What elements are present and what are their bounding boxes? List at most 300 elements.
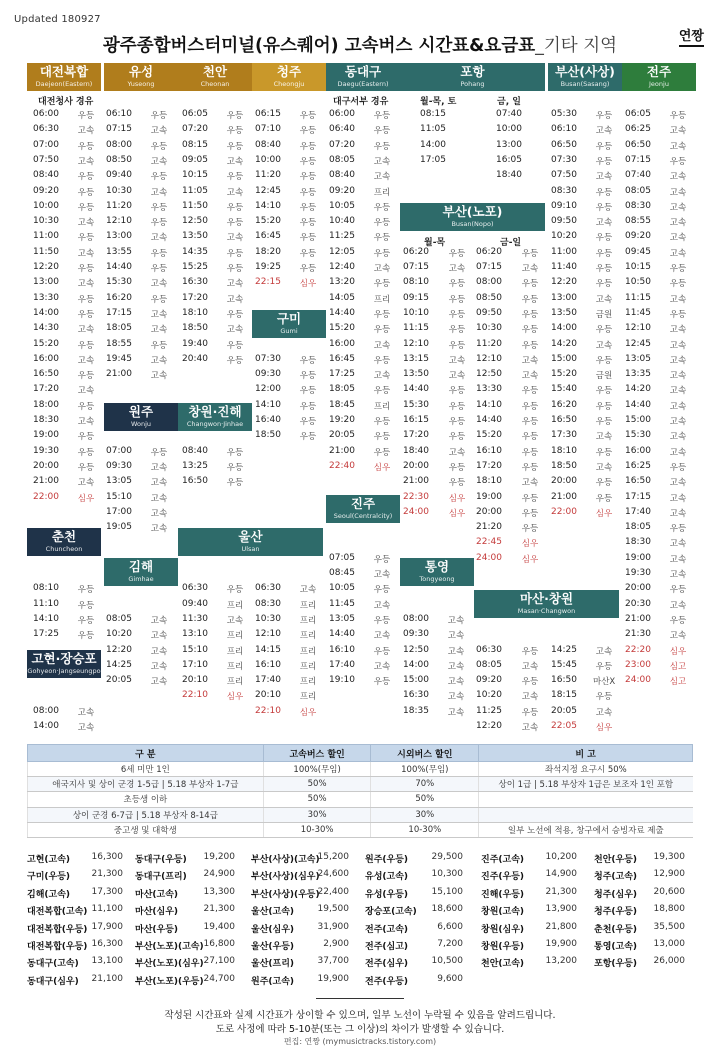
bus-grade: 우등 — [299, 401, 317, 412]
route-name-en-gimhae: Gimhae — [128, 575, 154, 583]
bus-grade: 프리 — [226, 631, 244, 642]
fare-price: 21,300 — [545, 886, 577, 897]
bus-grade: 금원 — [595, 371, 613, 382]
fare-price: 20,600 — [653, 886, 685, 897]
bus-grade: 우등 — [595, 493, 613, 504]
departure-time: 17:15 — [625, 491, 651, 502]
fare-item — [251, 956, 349, 973]
bus-grade: 우등 — [521, 386, 539, 397]
fare-price: 13,000 — [653, 939, 685, 949]
departure-time: 13:20 — [329, 277, 355, 288]
fare-route: 청주(우등) — [594, 907, 638, 918]
route-sublabel-dongdaegu: 대구서부 경유 — [333, 97, 389, 107]
departure-time: 09:10 — [551, 200, 577, 211]
bus-grade: 프리 — [226, 646, 244, 657]
departure-time: 18:10 — [182, 307, 208, 318]
bus-grade: 우등 — [595, 661, 613, 672]
bus-grade: 프리 — [299, 646, 317, 657]
bus-grade: 고속 — [226, 187, 244, 198]
departure-time: 11:25 — [476, 705, 502, 716]
departure-time: 14:25 — [106, 659, 132, 670]
departure-time: 18:15 — [551, 690, 577, 701]
discount-table-header — [28, 745, 693, 762]
fare-price: 37,700 — [317, 956, 349, 967]
fare-route: 부산(노포)(고속) — [135, 942, 204, 952]
departure-time: 17:00 — [106, 506, 132, 517]
departure-time: 08:00 — [476, 277, 502, 288]
fare-route: 원주(고속) — [251, 976, 295, 987]
departure-time: 12:00 — [255, 384, 281, 395]
departure-time: 14:15 — [255, 644, 281, 655]
bus-grade: 프리 — [299, 600, 317, 611]
bus-grade: 우등 — [373, 432, 391, 443]
bus-grade: 고속 — [669, 294, 687, 305]
bus-grade: 심고 — [669, 677, 687, 688]
bus-grade: 우등 — [521, 493, 539, 504]
departure-time: 15:40 — [551, 384, 577, 395]
bus-grade: 고속 — [595, 432, 613, 443]
departure-time: 21:00 — [625, 613, 651, 624]
departure-time: 22:45 — [476, 537, 502, 548]
departure-time: 10:50 — [625, 277, 651, 288]
bus-grade: 고속 — [77, 478, 95, 489]
bus-grade: 고속 — [669, 417, 687, 427]
fare-item — [365, 956, 463, 973]
bus-grade: 고속 — [669, 386, 687, 397]
bus-grade: 프리 — [299, 631, 317, 642]
fare-item — [481, 869, 577, 886]
departure-time: 06:25 — [625, 124, 651, 135]
departure-time: 12:40 — [329, 262, 355, 272]
departure-time: 13:50 — [403, 369, 429, 380]
bus-grade: 우등 — [150, 340, 168, 351]
departure-time: 17:20 — [182, 292, 208, 303]
bus-grade: 고속 — [521, 264, 539, 274]
fare-item — [594, 887, 685, 904]
fare-item — [365, 939, 463, 956]
departure-time: 16:20 — [106, 292, 132, 303]
departure-time: 21:00 — [106, 369, 132, 380]
fare-route: 천안(고속) — [481, 959, 525, 970]
departure-time: 19:25 — [255, 262, 281, 272]
bus-grade: 우등 — [595, 111, 613, 121]
fare-price: 19,200 — [203, 852, 235, 862]
bus-grade: 우등 — [299, 156, 317, 167]
bus-grade: 우등 — [373, 677, 391, 688]
bus-grade: 심우 — [595, 508, 613, 519]
discount-cell: 상이 1급 | 5.18 부상자 1급은 보조자 1인 포함 — [479, 777, 693, 792]
bus-grade: 우등 — [299, 202, 317, 213]
route-name-gumi: 구미 — [276, 311, 302, 326]
departure-time: 07:20 — [182, 124, 208, 135]
bus-grade: 고속 — [521, 692, 539, 703]
fare-route: 동대구(고속) — [27, 959, 79, 970]
bus-grade: 고속 — [669, 202, 687, 213]
departure-time: 16:50 — [182, 476, 208, 487]
bus-grade: 고속 — [521, 723, 539, 733]
departure-time: 07:00 — [106, 445, 132, 456]
departure-time: 14:00 — [420, 139, 446, 150]
departure-time: 16:10 — [329, 644, 355, 655]
departure-time: 15:00 — [403, 675, 429, 686]
bus-grade: 우등 — [77, 172, 95, 183]
departure-time: 09:05 — [182, 154, 208, 165]
departure-time: 12:05 — [329, 246, 355, 257]
departure-time: 24:00 — [625, 675, 651, 686]
route-header-masan-changwon — [474, 590, 619, 618]
departure-time: 20:10 — [182, 675, 208, 686]
discount-cell: 애국지사 및 상이 군경 1-5급 | 5.18 부상자 1-7급 — [28, 777, 264, 792]
discount-cell: 일부 노선에 적용, 창구에서 승빙자료 제출 — [479, 822, 693, 837]
departure-time: 18:40 — [403, 445, 429, 456]
fare-route: 동대구(프리) — [135, 872, 187, 883]
bus-grade: 고속 — [77, 355, 95, 366]
bus-grade: 우등 — [521, 677, 539, 688]
bus-grade: 고속 — [447, 692, 465, 703]
bus-grade: 우등 — [595, 478, 613, 489]
fare-route: 춘천(우등) — [594, 924, 638, 935]
departure-time: 08:40 — [329, 170, 355, 181]
departure-time: 19:30 — [625, 568, 651, 578]
departure-time: 11:45 — [625, 307, 651, 318]
departure-time: 18:50 — [551, 460, 577, 471]
bus-grade: 고속 — [669, 355, 687, 366]
departure-time: 08:45 — [329, 568, 355, 578]
departure-time: 08:15 — [420, 109, 446, 119]
note-line-1: 작성된 시간표와 실제 시간표가 상이할 수 있으며, 일부 노선이 누락될 수 있음을 알려드립니다. — [164, 1010, 556, 1021]
bus-grade: 고속 — [77, 279, 95, 290]
col-express-discount: 고속버스 할인 — [263, 745, 371, 762]
route-name-en-ulsan: Ulsan — [241, 545, 260, 553]
departure-time: 09:15 — [403, 292, 429, 303]
departure-time: 08:00 — [33, 705, 59, 716]
bus-grade: 우등 — [226, 340, 244, 351]
departure-time: 20:05 — [106, 675, 132, 686]
bus-grade: 고속 — [77, 723, 95, 733]
fare-route: 마산(우등) — [135, 924, 179, 935]
bus-grade: 우등 — [521, 325, 539, 336]
departure-time: 20:00 — [625, 583, 651, 594]
departure-time: 06:30 — [476, 644, 502, 655]
departure-time: 18:55 — [106, 338, 132, 349]
fare-route: 유성(고속) — [365, 872, 409, 883]
note-line-2: 도로 사정에 따라 5-10분(또는 그 이상)의 차이가 발생할 수 있습니다. — [215, 1024, 505, 1035]
route-name-cheonan: 천안 — [202, 64, 228, 79]
departure-time: 18:50 — [255, 430, 281, 441]
route-header-yuseong — [104, 63, 178, 91]
fare-price: 18,600 — [431, 904, 463, 915]
departure-time: 11:30 — [182, 613, 208, 624]
departure-time: 07:40 — [625, 170, 651, 181]
route-header-jinju — [326, 495, 400, 523]
bus-grade: 우등 — [77, 401, 95, 412]
bus-grade: 우등 — [77, 615, 95, 626]
bus-grade: 우등 — [150, 294, 168, 305]
departure-time: 12:45 — [255, 185, 281, 196]
bus-grade: 우등 — [77, 264, 95, 274]
departure-time: 11:50 — [33, 246, 59, 257]
bus-grade: 우등 — [373, 309, 391, 320]
departure-time: 19:00 — [625, 552, 651, 563]
departure-time: 16:45 — [329, 353, 355, 364]
route-name-en-gumi: Gumi — [280, 327, 298, 335]
departure-time: 07:00 — [33, 139, 59, 150]
departure-time: 06:40 — [329, 124, 355, 135]
bus-grade: 우등 — [226, 462, 244, 473]
bus-grade: 심우 — [77, 493, 95, 504]
bus-grade: 우등 — [521, 401, 539, 412]
bus-grade: 고속 — [447, 661, 465, 672]
departure-time: 09:20 — [476, 675, 502, 686]
route-sublabel-busan-nopo-a: 월-목 — [424, 238, 446, 248]
bus-grade: 우등 — [373, 585, 391, 596]
bus-grade: 우등 — [299, 172, 317, 183]
route-name-en-pohang: Pohang — [460, 80, 485, 88]
departure-time: 08:50 — [476, 292, 502, 303]
bus-grade: 우등 — [299, 141, 317, 152]
route-name-en-tongyeong: Tongyeong — [419, 575, 455, 583]
departure-time: 13:00 — [551, 292, 577, 303]
fare-route: 전주(고속) — [365, 924, 409, 935]
departure-time: 14:00 — [403, 659, 429, 670]
route-header-cheongju — [252, 63, 326, 91]
bus-grade: 우등 — [521, 340, 539, 351]
bus-grade: 고속 — [669, 447, 687, 458]
departure-time: 18:05 — [625, 522, 651, 533]
bus-grade: 우등 — [299, 264, 317, 274]
bus-grade: 고속 — [669, 325, 687, 336]
departure-time: 17:40 — [625, 506, 651, 517]
route-header-gumi — [252, 310, 326, 338]
bus-grade: 심우 — [669, 646, 687, 657]
route-header-ulsan — [178, 528, 323, 556]
departure-time: 17:40 — [255, 675, 281, 686]
departure-time: 11:05 — [420, 124, 446, 135]
departure-time: 18:30 — [625, 537, 651, 548]
bus-grade: 고속 — [595, 126, 613, 137]
bus-grade: 고속 — [150, 631, 168, 642]
route-header-wonju — [104, 403, 178, 431]
fare-route: 부산(사상)(심우) — [251, 872, 320, 883]
departure-time: 14:40 — [329, 629, 355, 640]
fare-price: 13,900 — [545, 904, 577, 915]
bus-grade: 고속 — [150, 462, 168, 473]
fare-item — [135, 904, 235, 921]
bus-grade: 고속 — [299, 585, 317, 596]
departure-time: 18:30 — [33, 415, 59, 425]
fare-price: 14,900 — [545, 869, 577, 880]
route-name-busan-sasang: 부산(사상) — [555, 64, 615, 79]
bus-grade: 우등 — [373, 141, 391, 152]
departure-time: 19:40 — [182, 338, 208, 349]
fare-item — [481, 887, 577, 904]
departure-time: 06:05 — [182, 109, 208, 119]
departure-time: 20:00 — [403, 460, 429, 471]
departure-time: 17:20 — [476, 460, 502, 471]
fare-price: 24,900 — [203, 869, 235, 880]
departure-time: 12:10 — [255, 629, 281, 640]
bus-grade: 우등 — [77, 340, 95, 351]
departure-time: 06:30 — [182, 583, 208, 594]
bus-grade: 고속 — [448, 447, 466, 458]
departure-time: 14:20 — [551, 338, 577, 349]
departure-time: 19:10 — [329, 675, 355, 686]
fare-price: 31,900 — [317, 921, 349, 932]
route-sublabel-pohang-b: 금, 일 — [497, 97, 521, 107]
departure-time: 09:30 — [106, 460, 132, 471]
bus-grade: 고속 — [373, 156, 391, 167]
bus-grade: 우등 — [226, 111, 244, 121]
departure-time: 10:00 — [33, 200, 59, 211]
departure-time: 08:05 — [329, 154, 355, 165]
bus-grade: 우등 — [595, 156, 613, 167]
route-header-busan-nopo — [400, 203, 545, 231]
bus-grade: 심우 — [448, 493, 466, 504]
departure-time: 13:10 — [182, 629, 208, 640]
fare-item — [481, 939, 577, 956]
departure-time: 14:30 — [33, 323, 59, 334]
fare-price: 13,100 — [91, 956, 123, 967]
route-name-daejeon: 대전복합 — [39, 64, 89, 79]
departure-time: 14:10 — [255, 200, 281, 211]
departure-time: 23:00 — [625, 659, 651, 670]
fare-item — [27, 904, 123, 921]
bus-grade: 우등 — [521, 309, 539, 320]
bus-grade: 고속 — [373, 661, 391, 672]
fare-price: 6,600 — [437, 921, 463, 932]
bus-grade: 고속 — [77, 248, 95, 259]
fare-item — [481, 904, 577, 921]
departure-time: 20:40 — [182, 353, 208, 364]
fare-price: 24,600 — [317, 869, 349, 880]
fare-route: 부산(사상)(고속) — [251, 855, 320, 865]
bus-grade: 우등 — [595, 202, 613, 213]
bus-grade: 우등 — [448, 248, 466, 259]
bus-grade: 우등 — [521, 417, 539, 427]
discount-cell: 30% — [371, 807, 479, 822]
bus-grade: 고속 — [669, 141, 687, 152]
departure-time: 13:35 — [625, 369, 651, 380]
departure-time: 16:50 — [551, 675, 577, 686]
departure-time: 08:40 — [33, 170, 59, 181]
departure-time: 06:15 — [255, 109, 281, 119]
updated-label: Updated 180927 — [14, 14, 101, 25]
fare-price: 17,300 — [91, 886, 123, 897]
discount-cell: 50% — [371, 792, 479, 807]
bus-grade: 고속 — [150, 524, 168, 535]
departure-time: 15:10 — [182, 644, 208, 655]
bus-grade: 고속 — [150, 187, 168, 198]
departure-time: 16:50 — [33, 369, 59, 380]
fare-route: 동대구(우등) — [135, 855, 187, 865]
bus-grade: 우등 — [77, 371, 95, 382]
bus-grade: 심우 — [448, 508, 466, 519]
fare-price: 13,200 — [545, 956, 577, 967]
bus-grade: 우등 — [226, 264, 244, 274]
discount-cell: 100%(무임) — [263, 762, 371, 777]
fare-route: 진주(우등) — [481, 872, 525, 883]
departure-time: 13:15 — [403, 353, 429, 364]
fare-item — [27, 869, 123, 886]
bus-grade: 우등 — [448, 325, 466, 336]
route-name-gohyeon: 고현·장승포 — [31, 651, 97, 666]
route-name-pohang: 포항 — [460, 64, 485, 79]
bus-grade: 고속 — [77, 218, 95, 229]
departure-time: 07:15 — [403, 262, 429, 272]
departure-time: 17:20 — [403, 430, 429, 441]
departure-time: 09:40 — [106, 170, 132, 181]
discount-table — [27, 744, 693, 838]
bus-grade: 우등 — [77, 432, 95, 443]
fare-route: 유성(우등) — [365, 889, 409, 900]
fare-item — [135, 956, 235, 973]
departure-time: 13:30 — [476, 384, 502, 395]
bus-grade: 프리 — [373, 187, 391, 198]
fare-route: 천안(우등) — [594, 855, 638, 865]
departure-time: 17:10 — [182, 659, 208, 670]
bus-grade: 우등 — [77, 309, 95, 320]
bus-grade: 우등 — [595, 692, 613, 703]
departure-time: 06:50 — [625, 139, 651, 150]
bus-grade: 고속 — [669, 371, 687, 382]
departure-time: 09:20 — [625, 231, 651, 242]
departure-time: 11:45 — [329, 598, 355, 609]
fare-price: 13,300 — [203, 886, 235, 897]
fare-price: 21,300 — [91, 869, 123, 880]
departure-time: 16:50 — [625, 476, 651, 487]
departure-time: 10:30 — [255, 613, 281, 624]
fare-item — [594, 922, 685, 939]
departure-time: 08:15 — [182, 139, 208, 150]
departure-time: 08:30 — [625, 200, 651, 211]
departure-time: 06:10 — [551, 124, 577, 135]
fare-route: 포항(우등) — [594, 959, 638, 970]
discount-row — [28, 777, 693, 792]
page-title-suffix: _기타 지역 — [535, 36, 618, 56]
bus-grade: 고속 — [595, 340, 613, 351]
departure-time: 06:20 — [403, 246, 429, 257]
bus-grade: 프리 — [226, 677, 244, 688]
discount-cell: 초등생 이하 — [28, 792, 264, 807]
col-remarks: 비 고 — [479, 745, 693, 762]
fare-price: 27,100 — [203, 956, 235, 967]
departure-time: 12:10 — [403, 338, 429, 349]
bus-grade: 우등 — [150, 172, 168, 183]
bus-grade: 고속 — [150, 371, 168, 382]
bus-grade: 고속 — [521, 661, 539, 672]
departure-time: 16:05 — [496, 154, 522, 165]
departure-time: 06:30 — [255, 583, 281, 594]
fare-price: 19,400 — [203, 921, 235, 932]
bus-grade: 고속 — [373, 600, 391, 611]
bus-grade: 우등 — [669, 585, 687, 596]
fare-item — [27, 887, 123, 904]
bus-grade: 고속 — [150, 279, 168, 290]
bus-grade: 우등 — [521, 294, 539, 305]
departure-time: 09:30 — [403, 629, 429, 640]
bus-grade: 심고 — [669, 661, 687, 672]
bus-grade: 고속 — [150, 355, 168, 366]
bus-grade: 우등 — [521, 508, 539, 519]
bus-grade: 우등 — [669, 309, 687, 320]
departure-time: 10:30 — [106, 185, 132, 196]
bus-grade: 우등 — [448, 432, 466, 443]
departure-time: 11:20 — [106, 200, 132, 211]
departure-time: 07:30 — [551, 154, 577, 165]
discount-cell: 50% — [263, 777, 371, 792]
route-name-yuseong: 유성 — [128, 64, 154, 79]
departure-time: 14:40 — [106, 262, 132, 272]
